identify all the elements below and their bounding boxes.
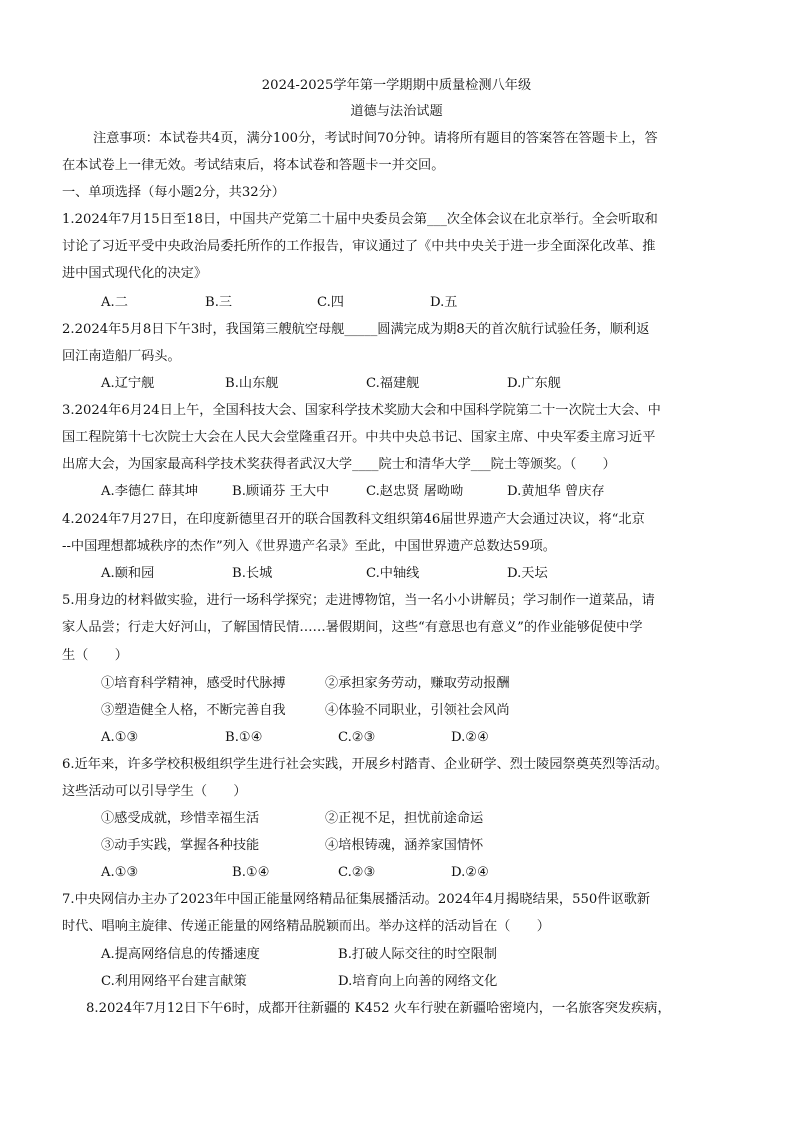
exam-title: 2024-2025学年第一学期期中质量检测八年级 — [261, 78, 532, 93]
q7-option-b: B.打破人际交往的时空限制 — [338, 947, 497, 962]
q7-option-c: C.利用网络平台建言献策 — [101, 974, 247, 989]
q6-option-b: B.①④ — [232, 865, 270, 880]
q5-line-1: 5.用身边的材料做实验，进行一场科学探究；走进博物馆，当一名小小讲解员；学习制作一道菜品，请 — [62, 593, 655, 608]
q5-option-b: B.①④ — [225, 730, 263, 745]
q4-option-c: C.中轴线 — [366, 566, 420, 581]
q5-statement-2: ②承担家务劳动，赚取劳动报酬 — [325, 676, 510, 691]
q3-option-b: B.顾诵芬 王大中 — [232, 484, 330, 499]
q2-option-a: A.辽宁舰 — [101, 376, 155, 391]
q6-option-d: D.②④ — [451, 865, 489, 880]
q5-option-a: A.①③ — [101, 730, 139, 745]
q3-option-c: C.赵忠贤 屠呦呦 — [366, 484, 464, 499]
q1-option-a: A.二 — [101, 295, 128, 310]
q3-line-3: 出席大会，为国家最高科学技术奖获得者武汉大学____院士和清华大学___院士等颁奖。（ ） — [62, 457, 616, 472]
q5-statement-1: ①培育科学精神，感受时代脉搏 — [101, 676, 286, 691]
q2-option-b: B.山东舰 — [225, 376, 279, 391]
q4-option-b: B.长城 — [232, 566, 273, 581]
q6-statement-2: ②正视不足，担忧前途命运 — [325, 811, 484, 826]
q2-option-c: C.福建舰 — [366, 376, 420, 391]
q1-line-3: 进中国式现代化的决定》 — [62, 266, 208, 281]
q1-line-1: 1.2024年7月15日至18日，中国共产党第二十届中央委员会第___次全体会议在北京举行。全会听取和 — [62, 212, 658, 227]
q6-line-2: 这些活动可以引导学生（ ） — [62, 784, 247, 799]
q3-line-1: 3.2024年6月24日上午，全国科技大会、国家科学技术奖励大会和中国科学院第二十一次院士大会、中 — [62, 403, 661, 418]
q5-option-d: D.②④ — [451, 730, 489, 745]
q5-line-2: 家人品尝；行走大好河山，了解国情民情……暑假期间，这些“有意思也有意义”的作业能够促使中学 — [62, 620, 643, 635]
notice-line-2: 在本试卷上一律无效。考试结束后，将本试卷和答题卡一并交回。 — [62, 158, 445, 173]
q1-option-d: D.五 — [430, 295, 458, 310]
q3-option-d: D.黄旭华 曾庆存 — [507, 484, 605, 499]
q6-line-1: 6.近年来，许多学校积极组织学生进行社会实践，开展乡村踏青、企业研学、烈士陵园祭奠英烈等活动。 — [62, 757, 669, 772]
notice-line-1: 注意事项：本试卷共4页，满分100分，考试时间70分钟。请将所有题目的答案答在答题卡上，答 — [93, 131, 658, 146]
q4-option-d: D.天坛 — [507, 566, 548, 581]
q3-line-2: 国工程院第十七次院士大会在人民大会堂隆重召开。中共中央总书记、国家主席、中央军委主席习近平 — [62, 430, 656, 445]
q4-option-a: A.颐和园 — [101, 566, 155, 581]
q5-statement-4: ④体验不同职业，引领社会风尚 — [325, 703, 510, 718]
exam-subject: 道德与法治试题 — [350, 104, 443, 119]
q7-option-a: A.提高网络信息的传播速度 — [101, 947, 260, 962]
q5-option-c: C.②③ — [338, 730, 376, 745]
q2-option-d: D.广东舰 — [507, 376, 561, 391]
q5-statement-3: ③塑造健全人格，不断完善自我 — [101, 703, 286, 718]
q6-statement-1: ①感受成就，珍惜幸福生活 — [101, 811, 260, 826]
q2-line-1: 2.2024年5月8日下午3时，我国第三艘航空母舰_____圆满完成为期8天的首次航行试验任务，顺利返 — [62, 322, 650, 337]
q1-option-b: B.三 — [205, 295, 233, 310]
q8-line-1: 8.2024年7月12日下午6时，成都开往新疆的 K452 火车行驶在新疆哈密境内，一名旅客突发疾病， — [86, 1001, 671, 1016]
q1-option-c: C.四 — [317, 295, 344, 310]
q4-line-1: 4.2024年7月27日，在印度新德里召开的联合国教科文组织第46届世界遗产大会通过决议，将“北京 — [62, 512, 645, 527]
q6-statement-3: ③动手实践，掌握各种技能 — [101, 838, 260, 853]
q1-line-2: 讨论了习近平受中央政治局委托所作的工作报告，审议通过了《中共中央关于进一步全面深化改革、推 — [62, 239, 656, 254]
q7-option-d: D.培育向上向善的网络文化 — [338, 974, 498, 989]
q7-line-2: 时代、唱响主旋律、传递正能量的网络精品脱颖而出。举办这样的活动旨在（ ） — [62, 919, 550, 934]
q5-line-3: 生（ ） — [62, 648, 128, 663]
q6-option-c: C.②③ — [338, 865, 376, 880]
q6-option-a: A.①③ — [101, 865, 139, 880]
q7-line-1: 7.中央网信办主办了2023年中国正能量网络精品征集展播活动。2024年4月揭晓结果，550件讴歌新 — [62, 892, 651, 907]
q2-line-2: 回江南造船厂码头。 — [62, 349, 181, 364]
q4-line-2: --中国理想都城秩序的杰作”列入《世界遗产名录》至此，中国世界遗产总数达59项。 — [62, 539, 556, 554]
q3-option-a: A.李德仁 薛其坤 — [101, 484, 199, 499]
section-heading: 一、单项选择（每小题2分，共32分） — [62, 185, 285, 200]
q6-statement-4: ④培根铸魂，涵养家国情怀 — [325, 838, 484, 853]
